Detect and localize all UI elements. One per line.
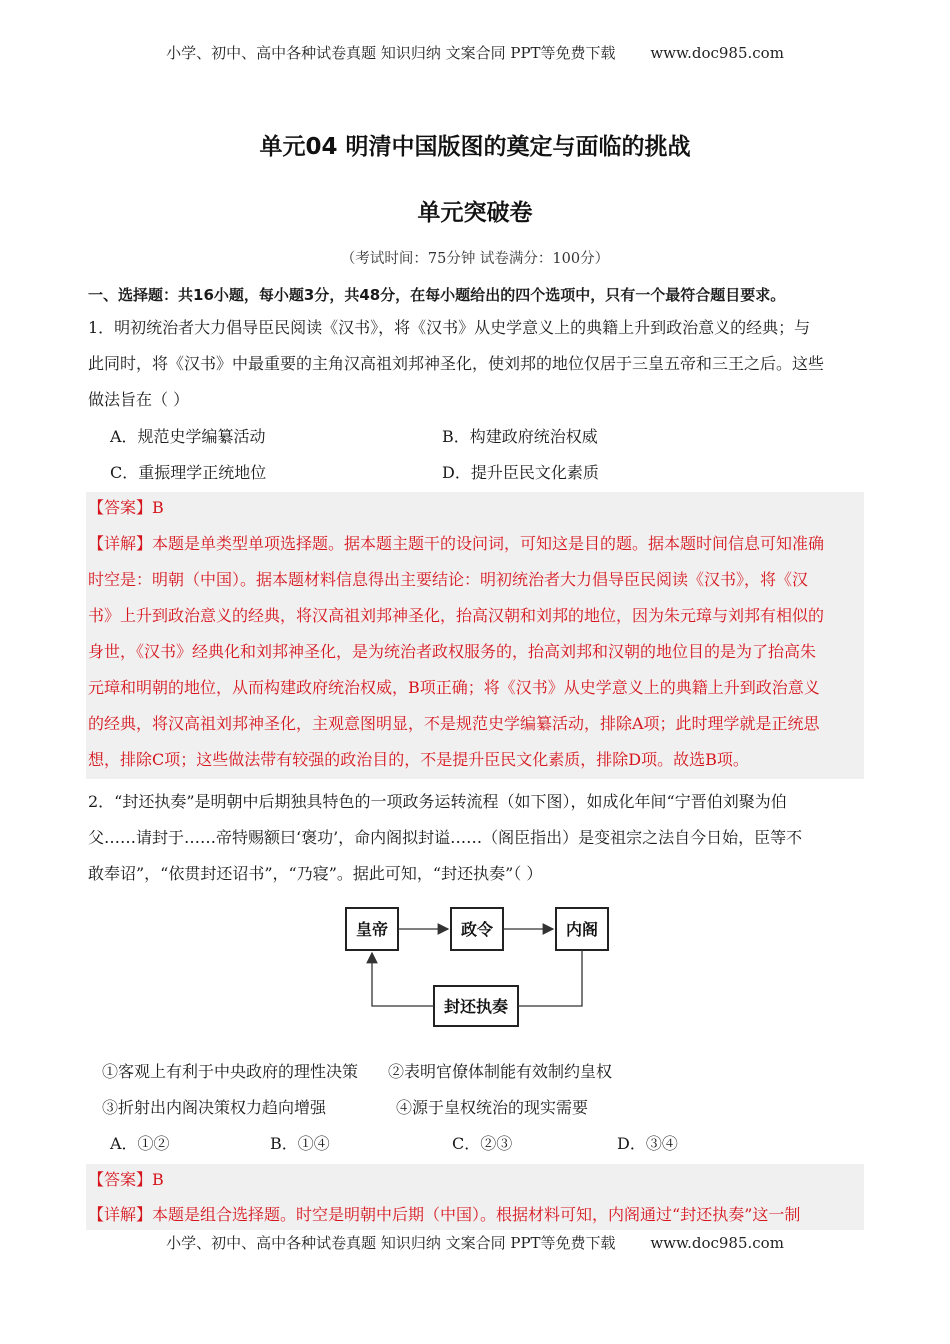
footer-url[interactable]: www.doc985.com (650, 1234, 784, 1252)
q2-answer (88, 1162, 164, 1198)
q2-option-d[interactable]: D．③④ (617, 1134, 678, 1153)
q2-option-b[interactable]: B．①④ (270, 1134, 330, 1153)
q1-detail-label: 【详解】 (88, 534, 153, 553)
q1-detail-line-2: 时空是：明朝（中国）。据本题材料信息得出主要结论：明初统治者大力倡导臣民阅读《汉书》，将《汉 (88, 570, 809, 589)
header-text: 小学、初中、高中各种试卷真题 知识归纳 文案合同 PPT等免费下载 (166, 44, 616, 62)
q1-answer-value: B (152, 498, 164, 517)
arrow-cabinet-to-return (518, 950, 582, 1006)
q2-detail-label: 【详解】 (88, 1205, 153, 1224)
q2-statement-3: ③折射出内阁决策权力趋向增强 (102, 1098, 327, 1117)
q1-option-b[interactable]: B．构建政府统治权威 (442, 427, 598, 446)
flow-diagram (344, 898, 614, 1032)
q2-option-a[interactable]: A．①② (110, 1134, 170, 1153)
q1-line-2: 此同时，将《汉书》中最重要的主角汉高祖刘邦神圣化，使刘邦的地位仅居于三皇五帝和三王之后。这些 (88, 354, 825, 373)
diagram-order-label: 政令 (460, 920, 494, 939)
arrow-return-to-emperor (372, 953, 434, 1006)
q2-statement-1: ①客观上有利于中央政府的理性决策 (102, 1062, 359, 1081)
q1-line-1: 1．明初统治者大力倡导臣民阅读《汉书》，将《汉书》从史学意义上的典籍上升到政治意义的经典；与 (88, 318, 811, 337)
q1-option-a[interactable]: A．规范史学编纂活动 (110, 427, 266, 446)
q2-detail-line-1 (88, 1197, 800, 1233)
q1-detail-line-1 (88, 526, 824, 562)
q2-line-3: 敢奉诏”，“依贯封还诏书”，“乃寝”。据此可知，“封还执奏”（ ） (88, 864, 543, 883)
q2-statement-4: ④源于皇权统治的现实需要 (396, 1098, 589, 1117)
q2-answer-value: B (152, 1170, 164, 1189)
header-url[interactable]: www.doc985.com (650, 44, 784, 62)
section-heading: 一、选择题：共16小题，每小题3分，共48分，在每小题给出的四个选项中，只有一个最符合题目要求。 (88, 286, 786, 304)
q1-answer-label: 【答案】 (88, 498, 153, 517)
q1-detail-line-7: 想，排除C项；这些做法带有较强的政治目的，不是提升臣民文化素质，排除D项。故选B项。 (88, 750, 749, 769)
q1-option-d[interactable]: D．提升臣民文化素质 (442, 463, 599, 482)
q1-answer (88, 490, 164, 526)
q2-option-c[interactable]: C．②③ (452, 1134, 513, 1153)
diagram-emperor-label: 皇帝 (355, 920, 389, 939)
q2-line-2: 父……请封于……帝特赐额曰‘褒功’，命内阁拟封谥……（阁臣指出）是变祖宗之法自今日始，臣等不 (88, 828, 803, 847)
q1-detail-line-6: 的经典，将汉高祖刘邦神圣化，主观意图明显，不是规范史学编纂活动，排除A项；此时理学就是正统思 (88, 714, 820, 733)
q1-option-c[interactable]: C．重振理学正统地位 (110, 463, 267, 482)
q1-detail-line-5: 元璋和明朝的地位，从而构建政府统治权威，B项正确；将《汉书》从史学意义上的典籍上升到政治意义 (88, 678, 820, 697)
q2-answer-label: 【答案】 (88, 1170, 153, 1189)
diagram-return-label: 封还执奏 (443, 997, 509, 1016)
footer-text: 小学、初中、高中各种试卷真题 知识归纳 文案合同 PPT等免费下载 (166, 1234, 616, 1252)
exam-info: （考试时间：75分钟 试卷满分：100分） (340, 251, 610, 267)
q2-detail-text-1: 本题是组合选择题。时空是明朝中后期（中国）。根据材料可知，内阁通过“封还执奏”这一制 (152, 1205, 801, 1224)
q1-detail-line-3: 书》上升到政治意义的经典，将汉高祖刘邦神圣化，抬高汉朝和刘邦的地位，因为朱元璋与刘邦有相似的 (88, 606, 825, 625)
q1-detail-text-1: 本题是单类型单项选择题。据本题主题干的设问词，可知这是目的题。据本题时间信息可知准确 (152, 534, 825, 553)
diagram-cabinet-label: 内阁 (565, 920, 599, 939)
document-title: 单元04 明清中国版图的奠定与面临的挑战 (259, 134, 691, 160)
page-footer (0, 1232, 950, 1253)
q2-line-1: 2．“封还执奏”是明朝中后期独具特色的一项政务运转流程（如下图），如成化年间“宁晋伯刘聚为伯 (88, 792, 787, 811)
page-header (0, 42, 950, 63)
q2-statement-2: ②表明官僚体制能有效制约皇权 (388, 1062, 613, 1081)
q1-detail-line-4: 身世，《汉书》经典化和刘邦神圣化，是为统治者政权服务的，抬高刘邦和汉朝的地位目的是为了抬高朱 (88, 642, 817, 661)
q1-line-3: 做法旨在（ ） (88, 390, 190, 409)
document-subtitle: 单元突破卷 (417, 200, 533, 226)
